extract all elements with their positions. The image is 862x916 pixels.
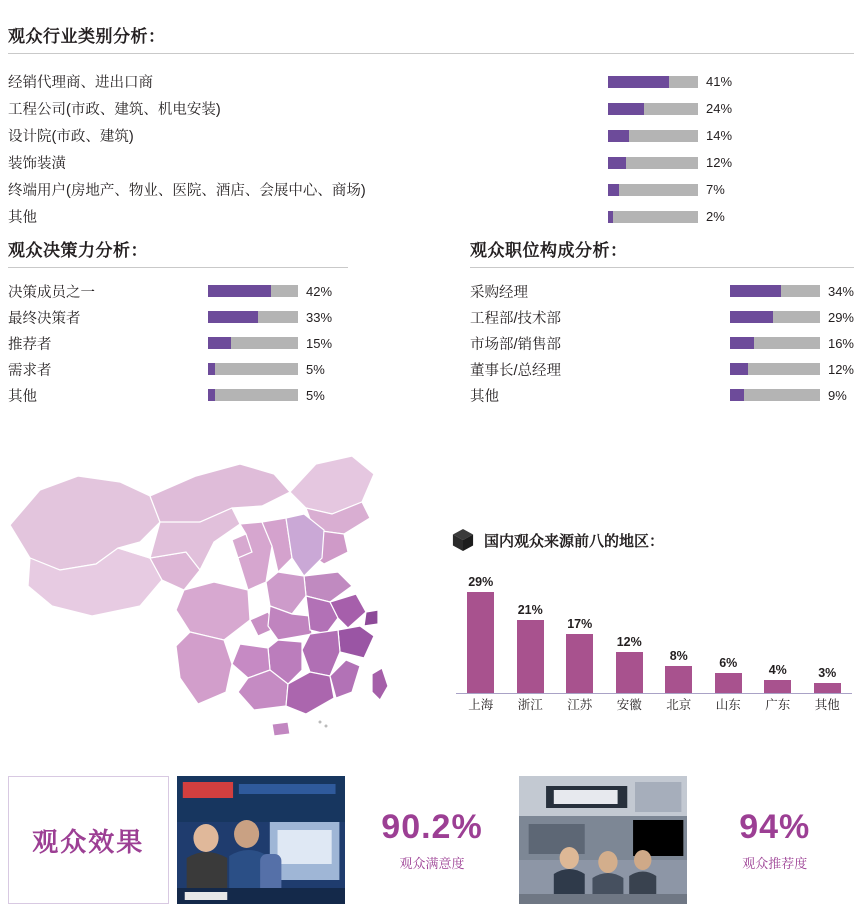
bar-row-percent: 2% — [706, 209, 725, 224]
bar-row — [8, 382, 348, 408]
region-bar-value: 6% — [719, 656, 738, 670]
bar-row — [470, 330, 854, 356]
bar-row-percent: 5% — [306, 387, 325, 403]
region-chart-title: 国内观众来源前八的地区： — [484, 532, 665, 550]
bar-row — [8, 122, 854, 149]
bar-track — [730, 389, 820, 401]
region-bar-category: 山东 — [715, 698, 741, 712]
bar-row-percent: 15% — [306, 335, 333, 351]
region-bar — [665, 666, 692, 694]
bar-track — [730, 363, 820, 375]
bar-row — [470, 278, 854, 304]
region-bar — [764, 680, 791, 694]
bar-track — [208, 337, 298, 349]
bar-row-percent: 14% — [706, 128, 733, 143]
bar-track — [208, 363, 298, 375]
bar-fill — [608, 211, 613, 223]
cube-icon — [452, 528, 474, 552]
bar-fill — [208, 285, 271, 297]
bar-fill — [208, 389, 215, 401]
bar-row-label: 工程部/技术部 — [470, 310, 562, 327]
region-bar-value: 4% — [768, 663, 787, 677]
bar-fill — [730, 363, 748, 375]
footer-photo-2 — [519, 776, 687, 904]
bar-fill — [608, 184, 619, 196]
bar-row-label: 推荐者 — [8, 336, 52, 353]
bar-fill — [730, 285, 781, 297]
bar-row-label: 决策成员之一 — [8, 284, 95, 301]
region-bar-category: 其他 — [814, 698, 840, 712]
bar-track — [208, 389, 298, 401]
bar-row-percent: 34% — [827, 283, 854, 299]
region-bar — [517, 620, 544, 694]
industry-bar-list — [8, 64, 854, 230]
bar-track — [730, 337, 820, 349]
region-bar-category: 安徽 — [616, 698, 642, 712]
bar-row-label: 最终决策者 — [8, 310, 81, 327]
region-bar-value: 29% — [468, 575, 494, 589]
bar-row-label: 终端用户(房地产、物业、医院、酒店、会展中心、商场) — [8, 183, 366, 199]
bar-row-label: 其他 — [8, 388, 37, 405]
footer-stat-1-caption: 观众满意度 — [399, 856, 465, 871]
region-chart-axis — [456, 693, 852, 694]
exhibition-photo-1 — [177, 776, 345, 904]
bar-row — [8, 176, 854, 203]
footer-stat-2-value: 94% — [739, 808, 811, 846]
bar-fill — [608, 103, 644, 115]
region-bar-category: 广东 — [765, 698, 791, 712]
bar-row-percent: 24% — [706, 101, 733, 116]
section-position — [470, 236, 854, 408]
section-decision-title: 观众决策力分析： — [8, 236, 348, 268]
bar-row-label: 其他 — [470, 388, 499, 405]
region-bar — [715, 673, 742, 694]
bar-fill — [608, 76, 669, 88]
bar-row-percent: 5% — [306, 361, 325, 377]
region-bar-value: 21% — [517, 603, 543, 617]
bar-row — [8, 149, 854, 176]
footer-stat-2-caption: 观众推荐度 — [742, 856, 808, 871]
region-bar-value: 12% — [616, 635, 642, 649]
bar-row-percent: 12% — [827, 361, 854, 377]
bar-row — [8, 330, 348, 356]
section-industry-title: 观众行业类别分析： — [8, 22, 854, 54]
footer-strip — [8, 776, 854, 904]
region-bar — [566, 634, 593, 694]
bar-fill — [730, 389, 744, 401]
bar-fill — [608, 157, 626, 169]
bar-fill — [208, 363, 215, 375]
china-map — [0, 430, 430, 760]
footer-stat-2 — [695, 776, 854, 904]
bar-track — [730, 285, 820, 297]
bar-row-percent: 41% — [706, 74, 733, 89]
bar-row-label: 采购经理 — [470, 284, 528, 301]
bar-row — [470, 304, 854, 330]
bar-row-percent: 7% — [706, 182, 725, 197]
section-position-title: 观众职位构成分析： — [470, 236, 854, 268]
bar-row-label: 装饰装潢 — [8, 156, 66, 172]
region-bar-category: 上海 — [468, 698, 494, 712]
section-decision — [8, 236, 348, 408]
bar-row-label: 市场部/销售部 — [470, 336, 562, 353]
region-bar-value: 3% — [818, 666, 837, 680]
decision-bar-list — [8, 278, 348, 408]
footer-photo-1 — [177, 776, 345, 904]
bar-fill — [730, 311, 773, 323]
footer-stat-1 — [353, 776, 512, 904]
region-bar-category: 浙江 — [517, 698, 543, 712]
bar-row-label: 其他 — [8, 210, 37, 226]
bar-row — [8, 95, 854, 122]
region-bar-category: 江苏 — [567, 698, 593, 712]
position-bar-list — [470, 278, 854, 408]
footer-title: 观众效果 — [32, 826, 145, 857]
region-bar-value: 8% — [669, 649, 688, 663]
bar-row-percent: 9% — [828, 387, 847, 403]
bar-fill — [730, 337, 754, 349]
exhibition-photo-2 — [519, 776, 687, 904]
region-bar — [467, 592, 494, 694]
bar-row-percent: 12% — [706, 155, 733, 170]
bar-track — [608, 76, 698, 88]
bar-row-label: 设计院(市政、建筑) — [8, 129, 134, 145]
china-map-svg — [0, 430, 430, 760]
bar-track — [208, 285, 298, 297]
bar-row — [8, 278, 348, 304]
region-bar-value: 17% — [567, 617, 593, 631]
bar-track — [608, 103, 698, 115]
bar-row — [470, 356, 854, 382]
bar-row-label: 董事长/总经理 — [470, 362, 562, 379]
bar-track — [608, 157, 698, 169]
footer-title-box — [8, 776, 169, 904]
bar-track — [730, 311, 820, 323]
bar-row-label: 工程公司(市政、建筑、机电安装) — [8, 102, 221, 118]
bar-row — [8, 203, 854, 230]
bar-row-percent: 33% — [306, 309, 333, 325]
bar-row — [8, 68, 854, 95]
region-chart — [452, 528, 852, 733]
bar-row-percent: 29% — [827, 309, 854, 325]
region-chart-header — [452, 528, 852, 552]
region-bar-category: 北京 — [666, 698, 692, 712]
bar-fill — [608, 130, 629, 142]
region-bar — [616, 652, 643, 694]
bar-track — [608, 130, 698, 142]
bar-row-label: 经销代理商、进出口商 — [8, 75, 153, 91]
bar-track — [208, 311, 298, 323]
bar-fill — [208, 311, 258, 323]
bar-track — [608, 211, 698, 223]
bar-row — [8, 356, 348, 382]
bar-row-percent: 16% — [827, 335, 854, 351]
bar-fill — [208, 337, 231, 349]
bar-track — [608, 184, 698, 196]
region-bar-columns — [456, 566, 852, 716]
bar-row — [8, 304, 348, 330]
bar-row-label: 需求者 — [8, 362, 52, 379]
bar-row-percent: 42% — [306, 283, 333, 299]
section-industry — [8, 22, 854, 230]
footer-stat-1-value: 90.2% — [381, 808, 483, 846]
bar-row — [470, 382, 854, 408]
